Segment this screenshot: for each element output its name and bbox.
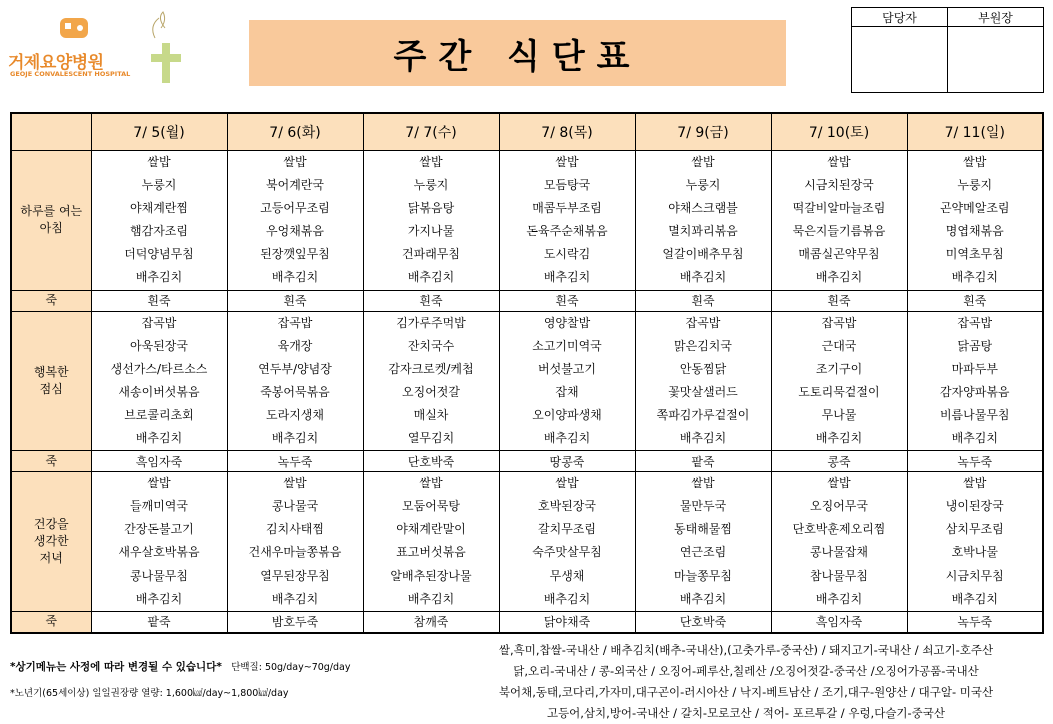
dinner-cell [227,472,363,612]
menu-item: 야채계란말이 [396,522,466,537]
lunch-label [11,311,91,451]
dinner-porridge-cell: 녹두죽 [907,611,1043,633]
page-title-box [249,20,786,86]
breakfast-cell [635,151,771,291]
lunch-cell [227,311,363,451]
menu-item: 된장깻잎무침 [260,247,330,262]
day-header: 7/ 7(수) [363,113,499,151]
menu-item: 쌀밥 [691,155,715,169]
breakfast-label-line: 하루를 여는 [20,204,83,219]
menu-item: 배추김치 [271,591,319,606]
menu-item: 냉이된장국 [945,499,1004,514]
menu-item: 동태해물찜 [674,522,732,537]
approval-sign-vice-director[interactable] [948,27,1044,93]
menu-item: 얼갈이배추무침 [662,247,744,262]
menu-item: 야채스크램블 [668,201,738,216]
dinner-row [11,472,1043,612]
dinner-cell [363,472,499,612]
menu-item: 건파래무침 [402,247,460,262]
menu-item: 죽봉어묵볶음 [260,384,330,399]
menu-item: 닭볶음탕 [407,201,455,216]
menu-item: 곤약메알조림 [939,201,1010,216]
menu-item: 쌀밥 [555,476,579,491]
menu-item: 모듬탕국 [543,178,591,193]
menu-item: 무생채 [549,568,585,583]
breakfast-porridge-cell: 흰죽 [907,290,1043,311]
menu-item: 알배추된장나물 [390,568,472,583]
menu-item: 잡곡밥 [957,315,993,330]
elderly-calorie-note: *노년기(65세이상) 일일권장량 열량: 1,600㎉/day~1,800㎉/day [10,688,289,699]
menu-item: 마늘쫑무침 [674,568,732,583]
lunch-porridge-cell: 단호박죽 [363,451,499,472]
day-header: 7/ 5(월) [91,113,227,151]
menu-item: 열무된장무침 [260,568,330,583]
lunch-porridge-cell: 팥죽 [635,451,771,472]
menu-item: 단호박훈제오리찜 [792,522,886,537]
menu-item: 가지나물 [407,224,455,239]
menu-item: 매실차 [413,407,449,422]
approval-header-vice-director: 부원장 [948,8,1044,27]
lunch-porridge-cell: 콩죽 [771,451,907,472]
menu-item: 감자크로켓/케첩 [388,361,474,376]
breakfast-porridge-cell: 흰죽 [635,290,771,311]
menu-item: 쌀밥 [283,476,307,491]
menu-item: 배추김치 [135,431,183,446]
dinner-porridge-row [11,611,1043,633]
menu-item: 배추김치 [679,431,727,446]
menu-item: 쌀밥 [963,155,987,169]
lunch-cell [363,311,499,451]
menu-item: 쌀밥 [691,476,715,491]
approval-table [851,7,1044,93]
protein-note: 단백질: 50g/day~70g/day [231,662,351,673]
menu-item: 아욱된장국 [130,338,188,353]
dinner-label [11,472,91,612]
menu-item: 배추김치 [951,431,998,446]
porridge-label: 죽 [11,451,91,472]
menu-item: 배추김치 [815,270,863,285]
lunch-cell [771,311,907,451]
menu-item: 쌀밥 [419,155,443,169]
menu-item: 고등어무조림 [260,201,330,216]
menu-item: 매콤실곤약무침 [798,247,880,262]
breakfast-cell [363,151,499,291]
menu-item: 근대국 [821,338,857,353]
breakfast-cell [771,151,907,291]
approval-sign-manager[interactable] [852,27,948,93]
menu-item: 누룽지 [957,178,993,193]
dinner-label-line: 건강을 [33,516,69,531]
menu-item: 쌀밥 [827,155,851,169]
dinner-cell [91,472,227,612]
breakfast-porridge-cell: 흰죽 [499,290,635,311]
menu-item: 콩나물무침 [130,568,188,583]
origin-info [440,640,1052,724]
dinner-cell [907,472,1043,612]
menu-item: 누룽지 [413,178,449,193]
breakfast-cell [227,151,363,291]
lunch-row [11,311,1043,451]
menu-item: 배추김치 [951,270,998,285]
menu-item: 콩나물국 [271,499,319,514]
menu-item: 김가루주먹밥 [396,315,466,330]
menu-item: 미역초무침 [945,247,1004,262]
menu-item: 쌀밥 [147,155,171,169]
menu-item: 브로콜리초회 [124,407,194,422]
menu-item: 영양찰밥 [543,315,591,330]
breakfast-porridge-cell: 흰죽 [91,290,227,311]
menu-item: 쌀밥 [283,155,307,169]
menu-item: 잡곡밥 [141,315,177,330]
menu-item: 콩나물잡채 [810,545,868,560]
dinner-cell [771,472,907,612]
menu-item: 쌀밥 [147,476,171,491]
menu-item: 시금치무침 [945,568,1004,583]
menu-item: 참나물무침 [810,568,868,583]
lunch-cell [499,311,635,451]
menu-item: 명엽채볶음 [945,224,1004,239]
lunch-porridge-row [11,451,1043,472]
menu-item: 잡채 [555,384,579,399]
dinner-porridge-cell: 참깨죽 [363,611,499,633]
menu-item: 배추김치 [407,591,455,606]
hospital-logo [5,8,185,88]
logo-name: 거제요양병원 [8,53,104,73]
menu-item: 북어계란국 [266,178,324,193]
menu-item: 더덕양념무침 [124,247,194,262]
lunch-porridge-cell: 흑임자죽 [91,451,227,472]
menu-item: 매콤두부조림 [532,201,602,216]
breakfast-porridge-cell: 흰죽 [363,290,499,311]
header-corner [11,113,91,151]
menu-item: 쌀밥 [555,155,579,169]
menu-item: 조기구이 [815,361,863,376]
origin-line: 북어채,동태,코다리,가자미,대구곤이-러시아산 / 낙지-베트남산 / 조기,대구-원양산 / 대구알- 미국산 [498,685,994,699]
menu-item: 떡갈비알마늘조림 [792,201,886,216]
dinner-cell [635,472,771,612]
menu-item: 배추김치 [815,591,863,606]
dinner-cell [499,472,635,612]
breakfast-label [11,151,91,291]
menu-item: 비름나물무침 [939,407,1010,422]
menu-item: 배추김치 [679,270,727,285]
menu-item: 오징어무국 [810,499,868,514]
porridge-label: 죽 [11,611,91,633]
menu-item: 배추김치 [543,591,591,606]
menu-item: 건새우마늘쫑볶음 [248,545,342,560]
menu-item: 버섯불고기 [538,361,596,376]
menu-item: 배추김치 [815,431,863,446]
breakfast-cell [499,151,635,291]
menu-item: 연두부/양념장 [258,361,332,376]
lunch-porridge-cell: 녹두죽 [227,451,363,472]
day-header: 7/ 8(목) [499,113,635,151]
menu-item: 간장돈불고기 [124,522,194,537]
menu-item: 배추김치 [543,431,591,446]
breakfast-porridge-cell: 흰죽 [771,290,907,311]
lunch-label-line: 행복한 [33,364,69,379]
origin-line: 쌀,흑미,찹쌀-국내산 / 배추김치(배추-국내산),(고춧가루-중국산) / 돼지고기-국내산 / 쇠고기-호주산 [498,643,994,657]
menu-item: 도라지생채 [266,407,324,422]
day-header: 7/ 6(화) [227,113,363,151]
menu-item: 호박나물 [951,545,998,560]
menu-item: 누룽지 [141,178,177,193]
lunch-porridge-cell: 땅콩죽 [499,451,635,472]
day-header: 7/ 10(토) [771,113,907,151]
menu-item: 표고버섯볶음 [396,545,466,560]
breakfast-label-line: 아침 [39,221,63,236]
menu-item: 소고기미역국 [532,338,602,353]
logo-subtitle: GEOJE CONVALESCENT HOSPITAL [10,70,131,78]
menu-item: 잡곡밥 [821,315,857,330]
dinner-porridge-cell: 단호박죽 [635,611,771,633]
page-title: 주간 식단표 [393,36,642,77]
breakfast-porridge-row [11,290,1043,311]
dinner-label-line: 저녁 [39,550,63,565]
menu-item: 모둠어묵탕 [402,499,460,514]
menu-item: 잡곡밥 [685,315,721,330]
menu-item: 감자양파볶음 [939,384,1010,399]
dinner-porridge-cell: 팥죽 [91,611,227,633]
menu-item: 연근조림 [679,545,727,560]
origin-line: 닭,오리-국내산 / 콩-외국산 / 오징어-페루산,칠레산 /오징어젓갈-중국산 /오징어가공품-국내산 [513,664,979,678]
menu-item: 쌀밥 [827,476,851,491]
menu-item: 새우살호박볶음 [118,545,200,560]
menu-item: 닭곰탕 [957,338,993,353]
weekly-menu-table [10,112,1044,634]
header-row [11,113,1043,151]
lunch-label-line: 점심 [39,381,63,396]
menu-item: 잡곡밥 [277,315,313,330]
menu-item: 잔치국수 [407,338,455,353]
breakfast-porridge-cell: 흰죽 [227,290,363,311]
menu-item: 안동찜닭 [679,361,727,376]
day-header: 7/ 9(금) [635,113,771,151]
menu-item: 배추김치 [135,270,183,285]
menu-item: 배추김치 [679,591,727,606]
menu-item: 새송이버섯볶음 [118,384,200,399]
menu-item: 배추김치 [407,270,455,285]
lunch-cell [91,311,227,451]
menu-item: 맑은김치국 [674,338,732,353]
menu-item: 김치사태찜 [266,522,324,537]
menu-item: 호박된장국 [538,499,596,514]
menu-item: 오이양파생채 [532,407,602,422]
lunch-cell [907,311,1043,451]
menu-item: 열무김치 [407,431,455,446]
menu-item: 생선가스/타르소스 [110,361,208,376]
menu-item: 갈치무조림 [538,522,596,537]
menu-item: 묵은지들기름볶음 [792,224,886,239]
menu-item: 들깨미역국 [130,499,188,514]
menu-item: 누룽지 [685,178,721,193]
menu-item: 배추김치 [543,270,591,285]
menu-item: 햄감자조림 [130,224,188,239]
menu-item: 쪽파김가루겉절이 [656,407,750,422]
menu-item: 마파두부 [951,361,998,376]
menu-item: 우엉채볶음 [266,224,324,239]
menu-item: 도시락김 [543,247,591,262]
menu-item: 도토리묵겉절이 [798,384,880,399]
menu-item: 멸치꽈리볶음 [668,224,738,239]
menu-item: 야채계란찜 [130,201,188,216]
lunch-cell [635,311,771,451]
dinner-porridge-cell: 닭야채죽 [499,611,635,633]
menu-item: 시금치된장국 [804,178,874,193]
menu-item: 숙주맛살무침 [532,545,602,560]
menu-item: 배추김치 [271,431,319,446]
breakfast-cell [91,151,227,291]
menu-item: 배추김치 [135,591,183,606]
day-header: 7/ 11(일) [907,113,1043,151]
origin-line: 고등어,삼치,방어-국내산 / 갈치-모로코산 / 적어- 포르투갈 / 우렁,다슬기-중국산 [546,706,946,720]
menu-item: 쌀밥 [963,476,987,491]
menu-item: 꽃맛살샐러드 [668,384,738,399]
porridge-label: 죽 [11,290,91,311]
menu-item: 배추김치 [271,270,319,285]
menu-item: 삼치무조림 [945,522,1004,537]
dinner-porridge-cell: 흑임자죽 [771,611,907,633]
approval-header-manager: 담당자 [852,8,948,27]
dinner-label-line: 생각한 [33,533,69,548]
menu-item: 무나물 [821,407,857,422]
breakfast-row [11,151,1043,291]
menu-change-note [10,659,351,674]
menu-item: 쌀밥 [419,476,443,491]
menu-item: 육개장 [277,338,313,353]
menu-item: 배추김치 [951,591,998,606]
change-notice: *상기메뉴는 사정에 따라 변경될 수 있습니다* [10,661,222,673]
breakfast-cell [907,151,1043,291]
menu-item: 물만두국 [679,499,727,514]
menu-item: 오징어젓갈 [402,384,460,399]
dinner-porridge-cell: 밤호두죽 [227,611,363,633]
menu-item: 돈육주순채볶음 [526,224,608,239]
lunch-porridge-cell: 녹두죽 [907,451,1043,472]
